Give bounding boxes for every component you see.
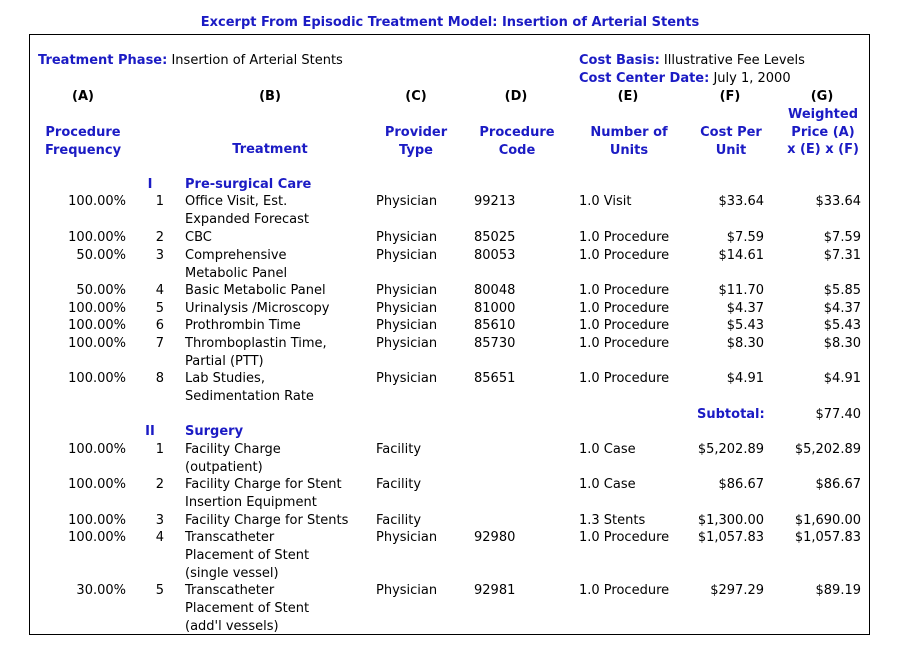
col-letter-b: (B) [259, 89, 281, 104]
cell-treatment: Urinalysis /Microscopy [185, 301, 330, 316]
cell-cost-per-unit: $8.30 [726, 336, 764, 351]
col-header-weighted-price: Weighted Price (A) x (E) x (F) [787, 107, 859, 157]
cell-weighted-price: $33.64 [815, 194, 861, 209]
cell-units: 1.0 Visit [579, 194, 632, 209]
cell-treatment: Facility Charge (outpatient) [185, 442, 281, 475]
cell-provider: Physician [376, 583, 438, 598]
section-title: Surgery [185, 424, 244, 439]
cell-item-number: 3 [155, 513, 164, 528]
cell-item-number: 4 [155, 283, 164, 298]
cell-item-number: 1 [155, 194, 164, 209]
col-header-treatment: Treatment [232, 142, 308, 157]
cell-cost-per-unit: $33.64 [718, 194, 764, 209]
cell-treatment: Comprehensive Metabolic Panel [185, 248, 288, 281]
cell-item-number: 4 [155, 530, 164, 545]
cell-weighted-price: $7.31 [823, 248, 861, 263]
cell-code: 85610 [474, 318, 516, 333]
cost-center-date [579, 70, 791, 88]
cell-provider: Facility [376, 477, 422, 492]
col-letter-d: (D) [504, 89, 528, 104]
cell-item-number: 6 [155, 318, 164, 333]
cell-units: 1.0 Procedure [579, 230, 670, 245]
cell-frequency: 100.00% [68, 530, 126, 545]
cell-code: 80053 [474, 248, 516, 263]
subtotal-value: $77.40 [815, 407, 861, 422]
cost-center-date-value: July 1, 2000 [713, 71, 791, 86]
col-letter-g: (G) [810, 89, 834, 104]
cell-units: 1.0 Procedure [579, 336, 670, 351]
cell-cost-per-unit: $86.67 [718, 477, 764, 492]
cell-frequency: 30.00% [76, 583, 126, 598]
cell-weighted-price: $5,202.89 [794, 442, 861, 457]
cell-frequency: 100.00% [68, 477, 126, 492]
cell-cost-per-unit: $1,057.83 [697, 530, 764, 545]
cell-provider: Physician [376, 530, 438, 545]
cell-provider: Physician [376, 371, 438, 386]
cell-provider: Physician [376, 301, 438, 316]
cell-provider: Physician [376, 248, 438, 263]
cell-provider: Physician [376, 318, 438, 333]
cell-treatment: CBC [185, 230, 212, 245]
cost-basis-value: Illustrative Fee Levels [663, 53, 805, 68]
section-numeral: I [147, 177, 153, 192]
cell-units: 1.0 Procedure [579, 371, 670, 386]
cell-weighted-price: $86.67 [815, 477, 861, 492]
cell-units: 1.0 Procedure [579, 318, 670, 333]
cell-code: 85730 [474, 336, 516, 351]
cell-treatment: Office Visit, Est. Expanded Forecast [185, 194, 310, 227]
cell-cost-per-unit: $297.29 [710, 583, 764, 598]
cell-code: 81000 [474, 301, 516, 316]
cell-frequency: 100.00% [68, 336, 126, 351]
cell-treatment: Thromboplastin Time, Partial (PTT) [185, 336, 327, 369]
cell-frequency: 100.00% [68, 301, 126, 316]
cell-frequency: 100.00% [68, 230, 126, 245]
cell-treatment: Basic Metabolic Panel [185, 283, 326, 298]
col-header-code: Procedure Code [479, 125, 555, 158]
cell-cost-per-unit: $4.91 [726, 371, 764, 386]
cell-weighted-price: $89.19 [815, 583, 861, 598]
cell-treatment: Lab Studies, Sedimentation Rate [185, 371, 314, 404]
cell-code: 92981 [474, 583, 516, 598]
cell-provider: Facility [376, 513, 422, 528]
cell-weighted-price: $4.91 [823, 371, 861, 386]
col-letter-c: (C) [405, 89, 427, 104]
cell-units: 1.0 Procedure [579, 301, 670, 316]
cell-cost-per-unit: $5.43 [726, 318, 764, 333]
page-title: Excerpt From Episodic Treatment Model: Insertion of Arterial Stents [200, 15, 700, 30]
cell-frequency: 100.00% [68, 442, 126, 457]
section-title: Pre-surgical Care [185, 177, 312, 192]
cell-frequency: 100.00% [68, 318, 126, 333]
col-header-cost-per-unit: Cost Per Unit [700, 125, 762, 158]
cell-weighted-price: $5.43 [823, 318, 861, 333]
cell-frequency: 100.00% [68, 371, 126, 386]
cell-weighted-price: $1,690.00 [794, 513, 861, 528]
cost-center-date-label: Cost Center Date: [579, 71, 710, 86]
cell-units: 1.0 Procedure [579, 248, 670, 263]
cell-item-number: 7 [155, 336, 164, 351]
cost-basis [579, 52, 805, 70]
cell-provider: Physician [376, 336, 438, 351]
treatment-phase [38, 52, 343, 70]
cell-units: 1.0 Procedure [579, 530, 670, 545]
cell-units: 1.0 Case [579, 442, 636, 457]
cell-item-number: 1 [155, 442, 164, 457]
cell-cost-per-unit: $14.61 [718, 248, 764, 263]
cell-frequency: 50.00% [76, 248, 126, 263]
cell-units: 1.0 Case [579, 477, 636, 492]
treatment-phase-value: Insertion of Arterial Stents [171, 53, 343, 68]
col-header-provider: Provider Type [384, 125, 448, 158]
col-header-units: Number of Units [590, 125, 668, 158]
cell-provider: Physician [376, 283, 438, 298]
cell-item-number: 5 [155, 583, 164, 598]
cell-cost-per-unit: $11.70 [718, 283, 764, 298]
cell-cost-per-unit: $4.37 [726, 301, 764, 316]
cell-treatment: Facility Charge for Stents [185, 513, 349, 528]
col-letter-f: (F) [719, 89, 741, 104]
col-header-frequency: Procedure Frequency [44, 125, 122, 158]
cell-frequency: 100.00% [68, 513, 126, 528]
section-numeral: II [145, 424, 155, 439]
cell-item-number: 2 [155, 477, 164, 492]
cell-weighted-price: $1,057.83 [794, 530, 861, 545]
cell-item-number: 5 [155, 301, 164, 316]
cell-code: 85025 [474, 230, 516, 245]
cell-treatment: Transcatheter Placement of Stent (add'l vessels) [185, 583, 310, 634]
cell-provider: Physician [376, 230, 438, 245]
cell-treatment: Transcatheter Placement of Stent (single vessel) [185, 530, 310, 581]
cell-treatment: Prothrombin Time [185, 318, 301, 333]
cell-item-number: 8 [155, 371, 164, 386]
cell-item-number: 3 [155, 248, 164, 263]
cell-code: 80048 [474, 283, 516, 298]
cell-cost-per-unit: $7.59 [726, 230, 764, 245]
cell-cost-per-unit: $1,300.00 [697, 513, 764, 528]
cell-code: 85651 [474, 371, 516, 386]
cell-frequency: 50.00% [76, 283, 126, 298]
treatment-phase-label: Treatment Phase: [38, 53, 168, 68]
cell-code: 92980 [474, 530, 516, 545]
cell-units: 1.0 Procedure [579, 583, 670, 598]
cell-provider: Physician [376, 194, 438, 209]
cell-weighted-price: $4.37 [823, 301, 861, 316]
cell-frequency: 100.00% [68, 194, 126, 209]
cell-code: 99213 [474, 194, 516, 209]
cell-units: 1.0 Procedure [579, 283, 670, 298]
cell-item-number: 2 [155, 230, 164, 245]
cell-treatment: Facility Charge for Stent Insertion Equipment [185, 477, 342, 510]
subtotal-label: Subtotal: [697, 407, 765, 422]
cost-basis-label: Cost Basis: [579, 53, 660, 68]
cell-cost-per-unit: $5,202.89 [697, 442, 764, 457]
col-letter-e: (E) [617, 89, 639, 104]
cell-weighted-price: $8.30 [823, 336, 861, 351]
cell-weighted-price: $5.85 [823, 283, 861, 298]
cell-provider: Facility [376, 442, 422, 457]
col-letter-a: (A) [72, 89, 94, 104]
cell-units: 1.3 Stents [579, 513, 646, 528]
cell-weighted-price: $7.59 [823, 230, 861, 245]
